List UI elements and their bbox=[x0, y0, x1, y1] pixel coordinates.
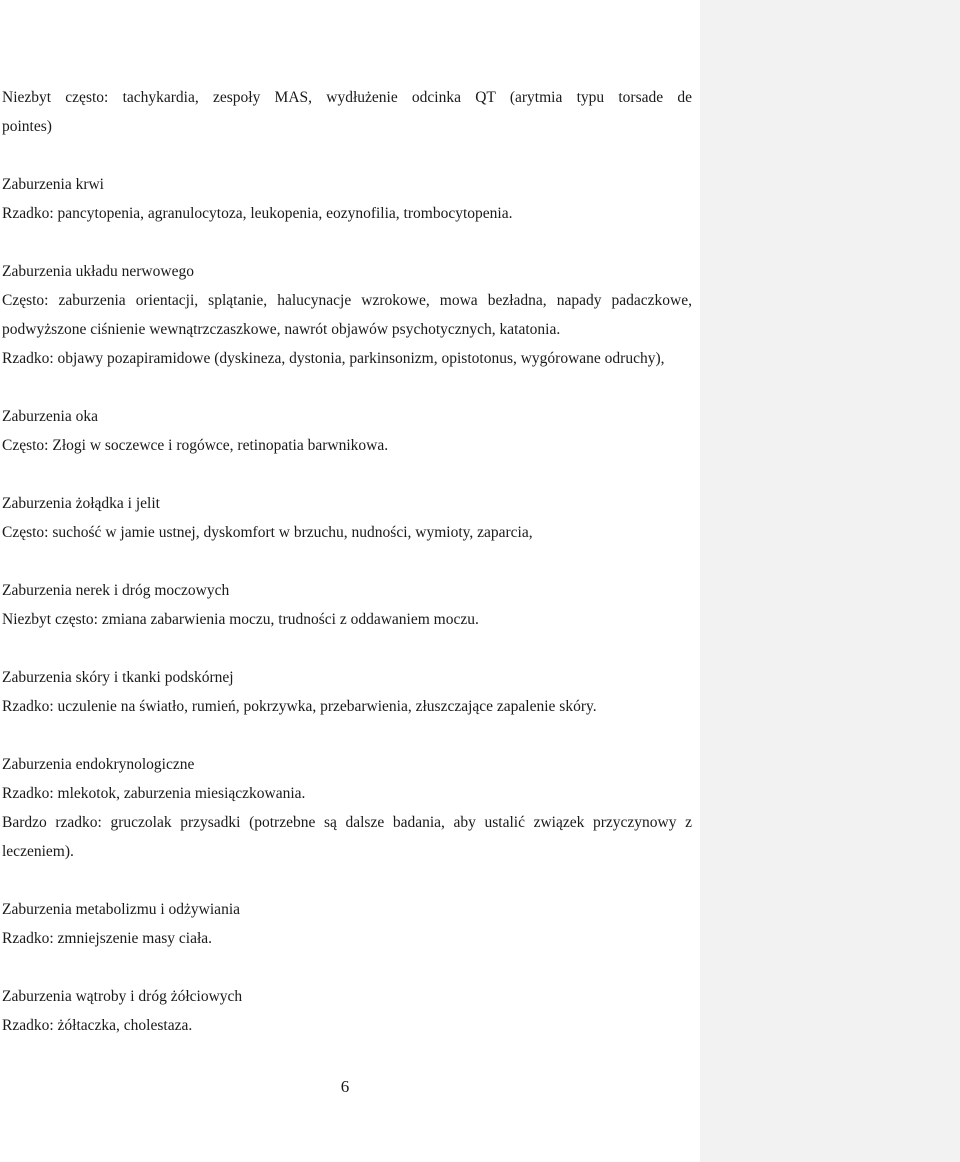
text-line-cardiac-2: pointes) bbox=[2, 118, 52, 135]
text-line-cardiac-1: Niezbyt często: tachykardia, zespoły MAS, wydłużenie odcinka QT (arytmia typu torsade de bbox=[2, 89, 692, 106]
text-line-liver: Rzadko: żółtaczka, cholestaza. bbox=[2, 1017, 193, 1034]
section-heading-endocrine: Zaburzenia endokrynologiczne bbox=[2, 756, 195, 773]
section-heading-eye: Zaburzenia oka bbox=[2, 408, 98, 425]
comment-margin-pane bbox=[700, 0, 960, 1162]
paragraph-gap bbox=[2, 228, 692, 257]
text-line-eye: Często: Złogi w soczewce i rogówce, retinopatia barwnikowa. bbox=[2, 437, 389, 454]
section-heading-nervous: Zaburzenia układu nerwowego bbox=[2, 263, 194, 280]
paragraph-gap bbox=[2, 547, 692, 576]
text-line-gastro: Często: suchość w jamie ustnej, dyskomfort w brzuchu, nudności, wymioty, zaparcia, bbox=[2, 524, 533, 541]
paragraph-gap bbox=[2, 634, 692, 663]
paragraph-gap bbox=[2, 953, 692, 982]
text-line-blood: Rzadko: pancytopenia, agranulocytoza, leukopenia, eozynofilia, trombocytopenia. bbox=[2, 205, 513, 222]
section-heading-metabolism: Zaburzenia metabolizmu i odżywiania bbox=[2, 901, 241, 918]
section-heading-blood: Zaburzenia krwi bbox=[2, 176, 104, 193]
document-body bbox=[2, 83, 692, 1040]
paragraph-gap bbox=[2, 721, 692, 750]
text-line-renal: Niezbyt często: zmiana zabarwienia moczu, trudności z oddawaniem moczu. bbox=[2, 611, 479, 628]
text-line-metabolism: Rzadko: zmniejszenie masy ciała. bbox=[2, 930, 213, 947]
page-number: 6 bbox=[340, 1077, 350, 1096]
paragraph-gap bbox=[2, 460, 692, 489]
text-line-endocrine-3: leczeniem). bbox=[2, 843, 74, 860]
text-line-endocrine-1: Rzadko: mlekotok, zaburzenia miesiączkowania. bbox=[2, 785, 306, 802]
section-heading-skin: Zaburzenia skóry i tkanki podskórnej bbox=[2, 669, 234, 686]
paragraph-gap bbox=[2, 866, 692, 895]
section-heading-gastro: Zaburzenia żołądka i jelit bbox=[2, 495, 160, 512]
section-heading-renal: Zaburzenia nerek i dróg moczowych bbox=[2, 582, 230, 599]
paragraph-gap bbox=[2, 373, 692, 402]
text-line-nervous-1: Często: zaburzenia orientacji, splątanie, halucynacje wzrokowe, mowa bezładna, napady padaczkowe, bbox=[2, 292, 692, 309]
paragraph-gap bbox=[2, 141, 692, 170]
text-line-nervous-2: podwyższone ciśnienie wewnątrzczaszkowe, nawrót objawów psychotycznych, katatonia. bbox=[2, 321, 561, 338]
text-line-endocrine-2: Bardzo rzadko: gruczolak przysadki (potrzebne są dalsze badania, aby ustalić związek przyczynowy z bbox=[2, 814, 692, 831]
text-line-nervous-3: Rzadko: objawy pozapiramidowe (dyskineza, dystonia, parkinsonizm, opistotonus, wygórowane odruchy), bbox=[2, 350, 665, 367]
text-line-skin: Rzadko: uczulenie na światło, rumień, pokrzywka, przebarwienia, złuszczające zapalenie skóry. bbox=[2, 698, 597, 715]
section-heading-liver: Zaburzenia wątroby i dróg żółciowych bbox=[2, 988, 243, 1005]
